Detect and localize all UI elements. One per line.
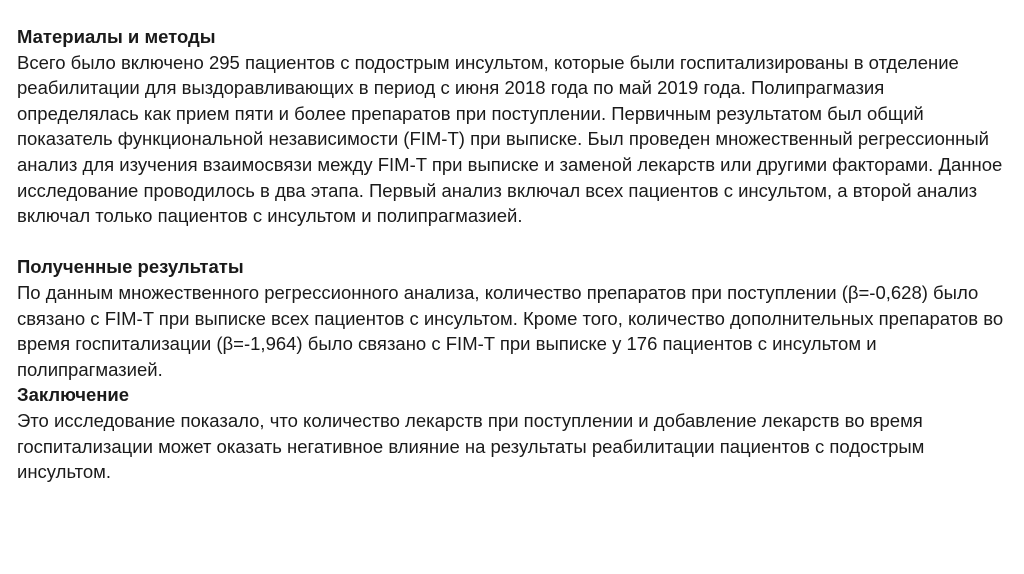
conclusion-heading: Заключение — [17, 384, 130, 406]
results-section — [17, 254, 1007, 382]
results-heading: Полученные результаты — [17, 256, 244, 278]
methods-section — [17, 24, 1007, 229]
methods-heading: Материалы и методы — [17, 26, 216, 47]
methods-text: Всего было включено 295 пациентов с подострым инсультом, которые были госпитализированы в отделение реабилитации для выздоравливающих в период с июня 2018 года по май 2019 года. Полипрагмазия определялась как прием пяти и более препаратов при поступлении. Первичным результатом был общий показатель функциональной независимости (FIM-T) при выписке. Был проведен множественный регрессионный анализ для изучения взаимосвязи между FIM-T при выписке и заменой лекарств или другими факторами. Данное исследование проводилось в два этапа. Первый анализ включал всех пациентов с инсультом, а второй анализ включал только пациентов с инсультом и полипрагмазией. — [17, 51, 1003, 227]
slide-content — [17, 24, 1007, 485]
results-text: По данным множественного регрессионного анализа, количество препаратов при поступлении (β=-0,628) было связано с FIM-T при выписке всех пациентов с инсультом. Кроме того, количество дополнительных препаратов во время госпитализации (β=-1,964) было связано с FIM-T при выписке у 176 пациентов с инсультом и полипрагмазией. — [17, 281, 1004, 380]
section-spacer — [17, 229, 1007, 255]
conclusion-section — [17, 382, 1007, 484]
conclusion-text: Это исследование показало, что количество лекарств при поступлении и добавление лекарств во время госпитализации может оказать негативное влияние на результаты реабилитации пациентов с подострым инсультом. — [17, 409, 925, 483]
